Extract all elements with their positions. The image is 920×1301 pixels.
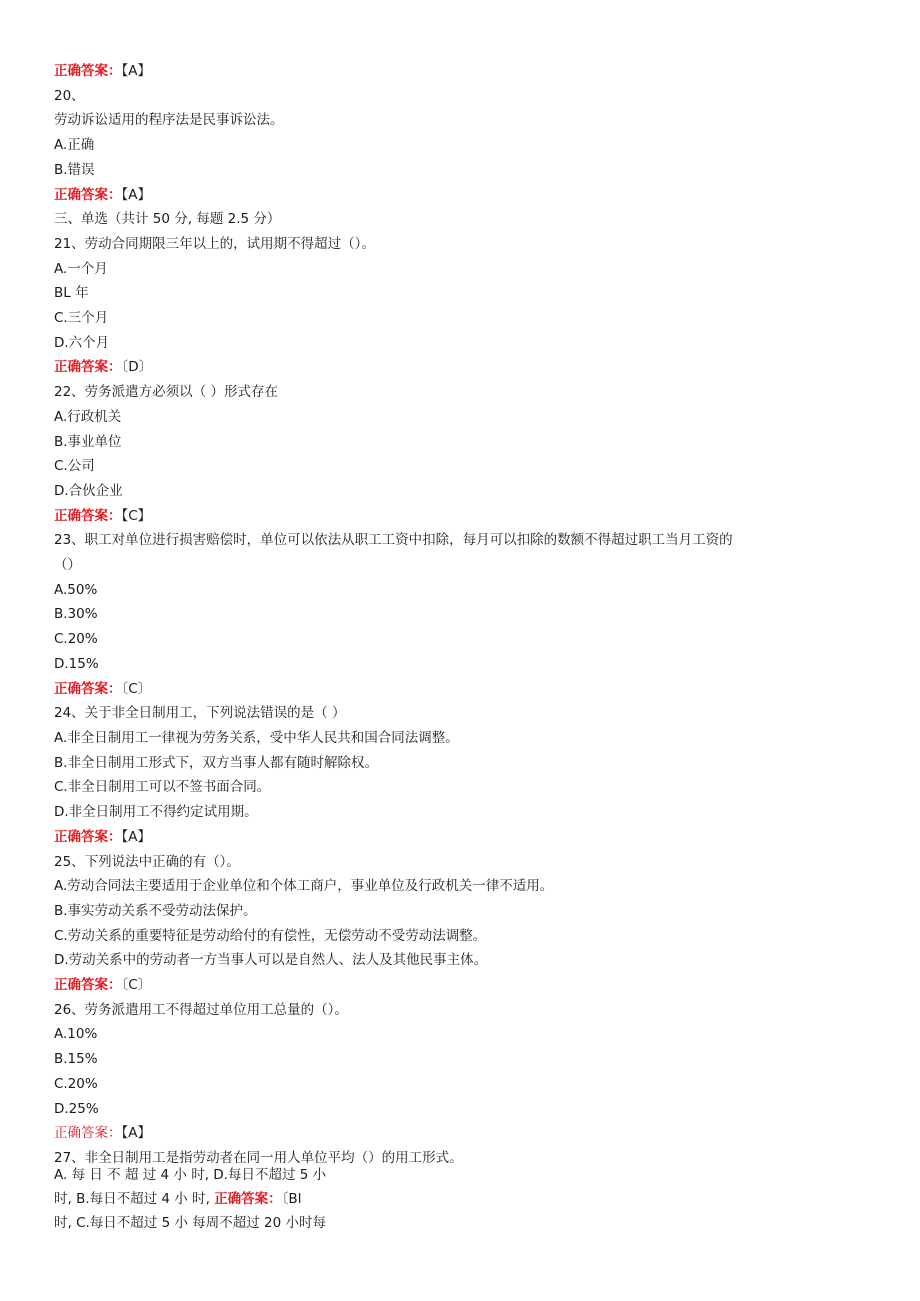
text-line: 21、劳动合同期限三年以上的，试用期不得超过（）。: [54, 235, 375, 252]
question-27-options: [54, 1163, 326, 1235]
q27-options-row-2: [54, 1187, 326, 1211]
text-line: 25、下列说法中正确的有（）。: [54, 853, 240, 870]
text-line: D.非全日制用工不得约定试用期。: [54, 804, 258, 821]
text-line: 劳动诉讼适用的程序法是民事诉讼法。: [54, 112, 284, 129]
text-line: C.三个月: [54, 310, 109, 327]
text-line: C.20%: [54, 631, 98, 648]
text-line: A.正确: [54, 137, 95, 154]
text-line: A.一个月: [54, 260, 108, 277]
answer-value: 【A】: [121, 828, 151, 845]
answer-label: 正确答案：: [54, 680, 122, 697]
answer-value: 〔Bl: [281, 1191, 302, 1207]
answer-value: 〔C〕: [121, 977, 152, 994]
answer-line: [54, 504, 874, 529]
answer-label: 正确答案：: [54, 1125, 122, 1142]
answer-label: 正确答案：: [54, 63, 122, 79]
text-line: A.50%: [54, 581, 98, 598]
text-line: 23、职工对单位进行损害赔偿时，单位可以依法从职工工资中扣除，每月可以扣除的数额不得超过职工当月工资的: [54, 532, 733, 549]
text-line: 20、: [54, 87, 85, 104]
answer-line: [54, 1121, 874, 1146]
text-line: D.15%: [54, 655, 99, 672]
q27-options-row-1: A. 每 日 不 超 过 4 小 时, D.每日不超过 5 小: [54, 1167, 327, 1183]
text-line: 27、非全日制用工是指劳动者在同一用人单位平均（）的用工形式。: [54, 1149, 463, 1166]
text-line: D.合伙企业: [54, 482, 123, 499]
answer-line: [54, 677, 874, 702]
text-line: B.15%: [54, 1051, 98, 1068]
text-line: A.劳动合同法主要适用于企业单位和个体工商户，事业单位及行政机关一律不适用。: [54, 878, 554, 895]
text-line: B.错误: [54, 161, 95, 178]
text-line: （）: [54, 557, 81, 574]
text-line: C.劳动关系的重要特征是劳动给付的有偿性，无偿劳动不受劳动法调整。: [54, 927, 487, 944]
text-line: D.劳动关系中的劳动者一方当事人可以是自然人、法人及其他民事主体。: [54, 952, 488, 969]
answer-label: 正确答案：: [54, 977, 122, 994]
text-line: 26、劳务派遣用工不得超过单位用工总量的（）。: [54, 1001, 348, 1018]
answer-label: 正确答案：: [54, 186, 122, 203]
text-line: D.六个月: [54, 334, 110, 351]
answer-value: 【C】: [121, 507, 152, 524]
q27-options-row-3: 时, C.每日不超过 5 小 每周不超过 20 小时每: [54, 1215, 327, 1231]
document-page: [54, 59, 874, 1171]
answer-value: 【A】: [121, 186, 151, 203]
answer-label: 正确答案：: [54, 507, 122, 524]
answer-line: [54, 59, 874, 84]
text-line: 24、关于非全日制用工，下列说法错误的是（ ）: [54, 705, 346, 722]
text-line: A.10%: [54, 1026, 98, 1043]
text-line: 22、劳务派遣方必须以（ ）形式存在: [54, 384, 278, 401]
answer-label: 正确答案：: [214, 1191, 282, 1207]
answer-value: 【A】: [121, 1125, 151, 1142]
text-line: A.非全日制用工一律视为劳务关系，受中华人民共和国合同法调整。: [54, 729, 459, 746]
text-line: A.行政机关: [54, 408, 122, 425]
text-line: C.20%: [54, 1075, 98, 1092]
text-line: C.非全日制用工可以不签书面合同。: [54, 779, 271, 796]
text-line: B.30%: [54, 606, 98, 623]
q27-options-row-2-text: 时, B.每日不超过 4 小 时,: [54, 1191, 215, 1207]
text-line: 三、单选（共计 50 分, 每题 2.5 分）: [54, 211, 281, 228]
text-line: BL 年: [54, 285, 89, 302]
answer-value: 〔C〕: [121, 680, 152, 697]
text-line: D.25%: [54, 1100, 99, 1117]
text-line: B.事实劳动关系不受劳动法保护。: [54, 902, 257, 919]
answer-line: [54, 355, 874, 380]
answer-value: 【A】: [121, 63, 151, 79]
answer-label: 正确答案：: [54, 828, 122, 845]
answer-line: [54, 973, 874, 998]
text-line: B.事业单位: [54, 433, 122, 450]
answer-value: 〔D〕: [121, 359, 153, 376]
answer-label: 正确答案：: [54, 359, 122, 376]
text-line: C.公司: [54, 458, 95, 475]
answer-line: [54, 825, 874, 850]
answer-line: [54, 183, 874, 208]
text-line: B.非全日制用工形式下，双方当事人都有随时解除权。: [54, 754, 379, 771]
